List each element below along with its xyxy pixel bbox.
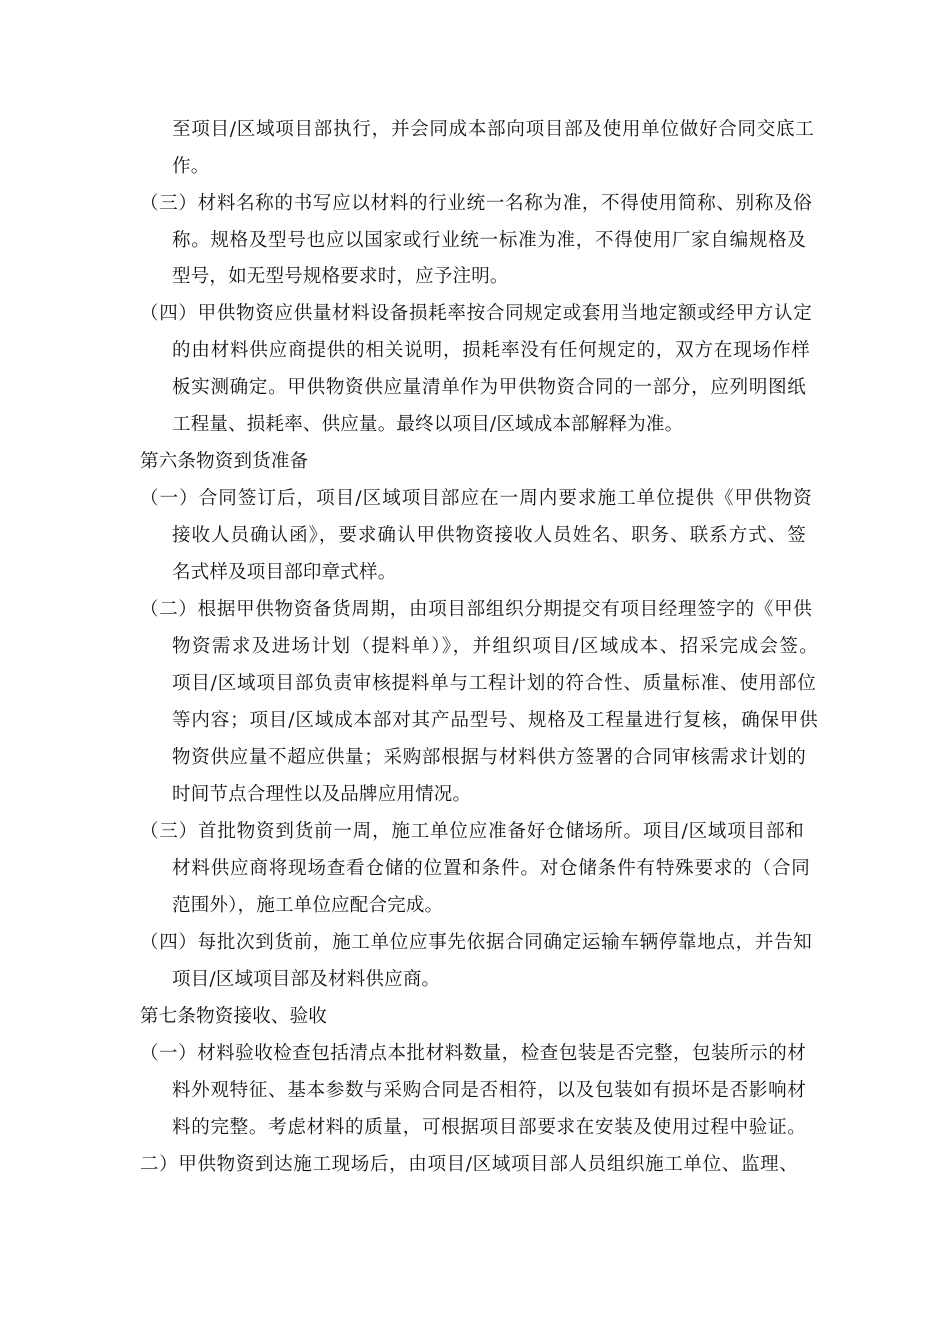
list-item-line: 二）甲供物资到达施工现场后，由项目/区域项目部人员组织施工单位、监理、 [140, 1154, 798, 1175]
paragraph-line: 材料供应商将现场查看仓储的位置和条件。对仓储条件有特殊要求的（合同 [172, 858, 810, 879]
list-item-line: （四）甲供物资应供量材料设备损耗率按合同规定或套用当地定额或经甲方认定 [140, 303, 812, 324]
paragraph-line: 的由材料供应商提供的相关说明，损耗率没有任何规定的，双方在现场作样 [172, 340, 810, 361]
paragraph-line: 作。 [172, 156, 210, 177]
paragraph-line: 工程量、损耗率、供应量。最终以项目/区域成本部解释为准。 [172, 414, 684, 435]
list-item-line: （一）合同签订后，项目/区域项目部应在一周内要求施工单位提供《甲供物资 [140, 488, 812, 509]
paragraph-line: 项目/区域项目部及材料供应商。 [172, 969, 441, 990]
paragraph-line: 时间节点合理性以及品牌应用情况。 [172, 784, 472, 805]
paragraph-line: 称。规格及型号也应以国家或行业统一标准为准，不得使用厂家自编规格及 [172, 230, 806, 251]
paragraph-line: 范围外），施工单位应配合完成。 [172, 895, 444, 916]
paragraph-line: 等内容；项目/区域成本部对其产品型号、规格及工程量进行复核，确保甲供 [172, 710, 818, 731]
paragraph-line: 料外观特征、基本参数与采购合同是否相符，以及包装如有损坏是否影响材 [172, 1080, 806, 1101]
list-item-line: （三）材料名称的书写应以材料的行业统一名称为准，不得使用简称、别称及俗 [140, 193, 812, 214]
paragraph-line: 至项目/区域项目部执行，并会同成本部向项目部及使用单位做好合同交底工 [172, 119, 814, 140]
paragraph-line: 接收人员确认函》，要求确认甲供物资接收人员姓名、职务、联系方式、签 [172, 525, 806, 546]
paragraph-line: 名式样及项目部印章式样。 [172, 562, 397, 583]
paragraph-line: 物资供应量不超应供量；采购部根据与材料供方签署的合同审核需求计划的 [172, 747, 806, 768]
paragraph-line: 项目/区域项目部负责审核提料单与工程计划的符合性、质量标准、使用部位 [172, 673, 816, 694]
article-heading: 第六条物资到货准备 [140, 451, 309, 472]
paragraph-line: 型号，如无型号规格要求时，应予注明。 [172, 266, 509, 287]
list-item-line: （二）根据甲供物资备货周期，由项目部组织分期提交有项目经理签字的《甲供 [140, 599, 812, 620]
paragraph-line: 物资需求及进场计划（提料单）》，并组织项目/区域成本、招采完成会签。 [172, 636, 818, 657]
list-item-line: （一）材料验收检查包括清点本批材料数量，检查包装是否完整，包装所示的材 [140, 1043, 806, 1064]
paragraph-line: 板实测确定。甲供物资供应量清单作为甲供物资合同的一部分，应列明图纸 [172, 377, 806, 398]
paragraph-line: 料的完整。考虑材料的质量，可根据项目部要求在安装及使用过程中验证。 [172, 1117, 806, 1138]
article-heading: 第七条物资接收、验收 [140, 1006, 328, 1027]
list-item-line: （四）每批次到货前，施工单位应事先依据合同确定运输车辆停靠地点，并告知 [140, 932, 812, 953]
list-item-line: （三）首批物资到货前一周，施工单位应准备好仓储场所。项目/区域项目部和 [140, 821, 804, 842]
